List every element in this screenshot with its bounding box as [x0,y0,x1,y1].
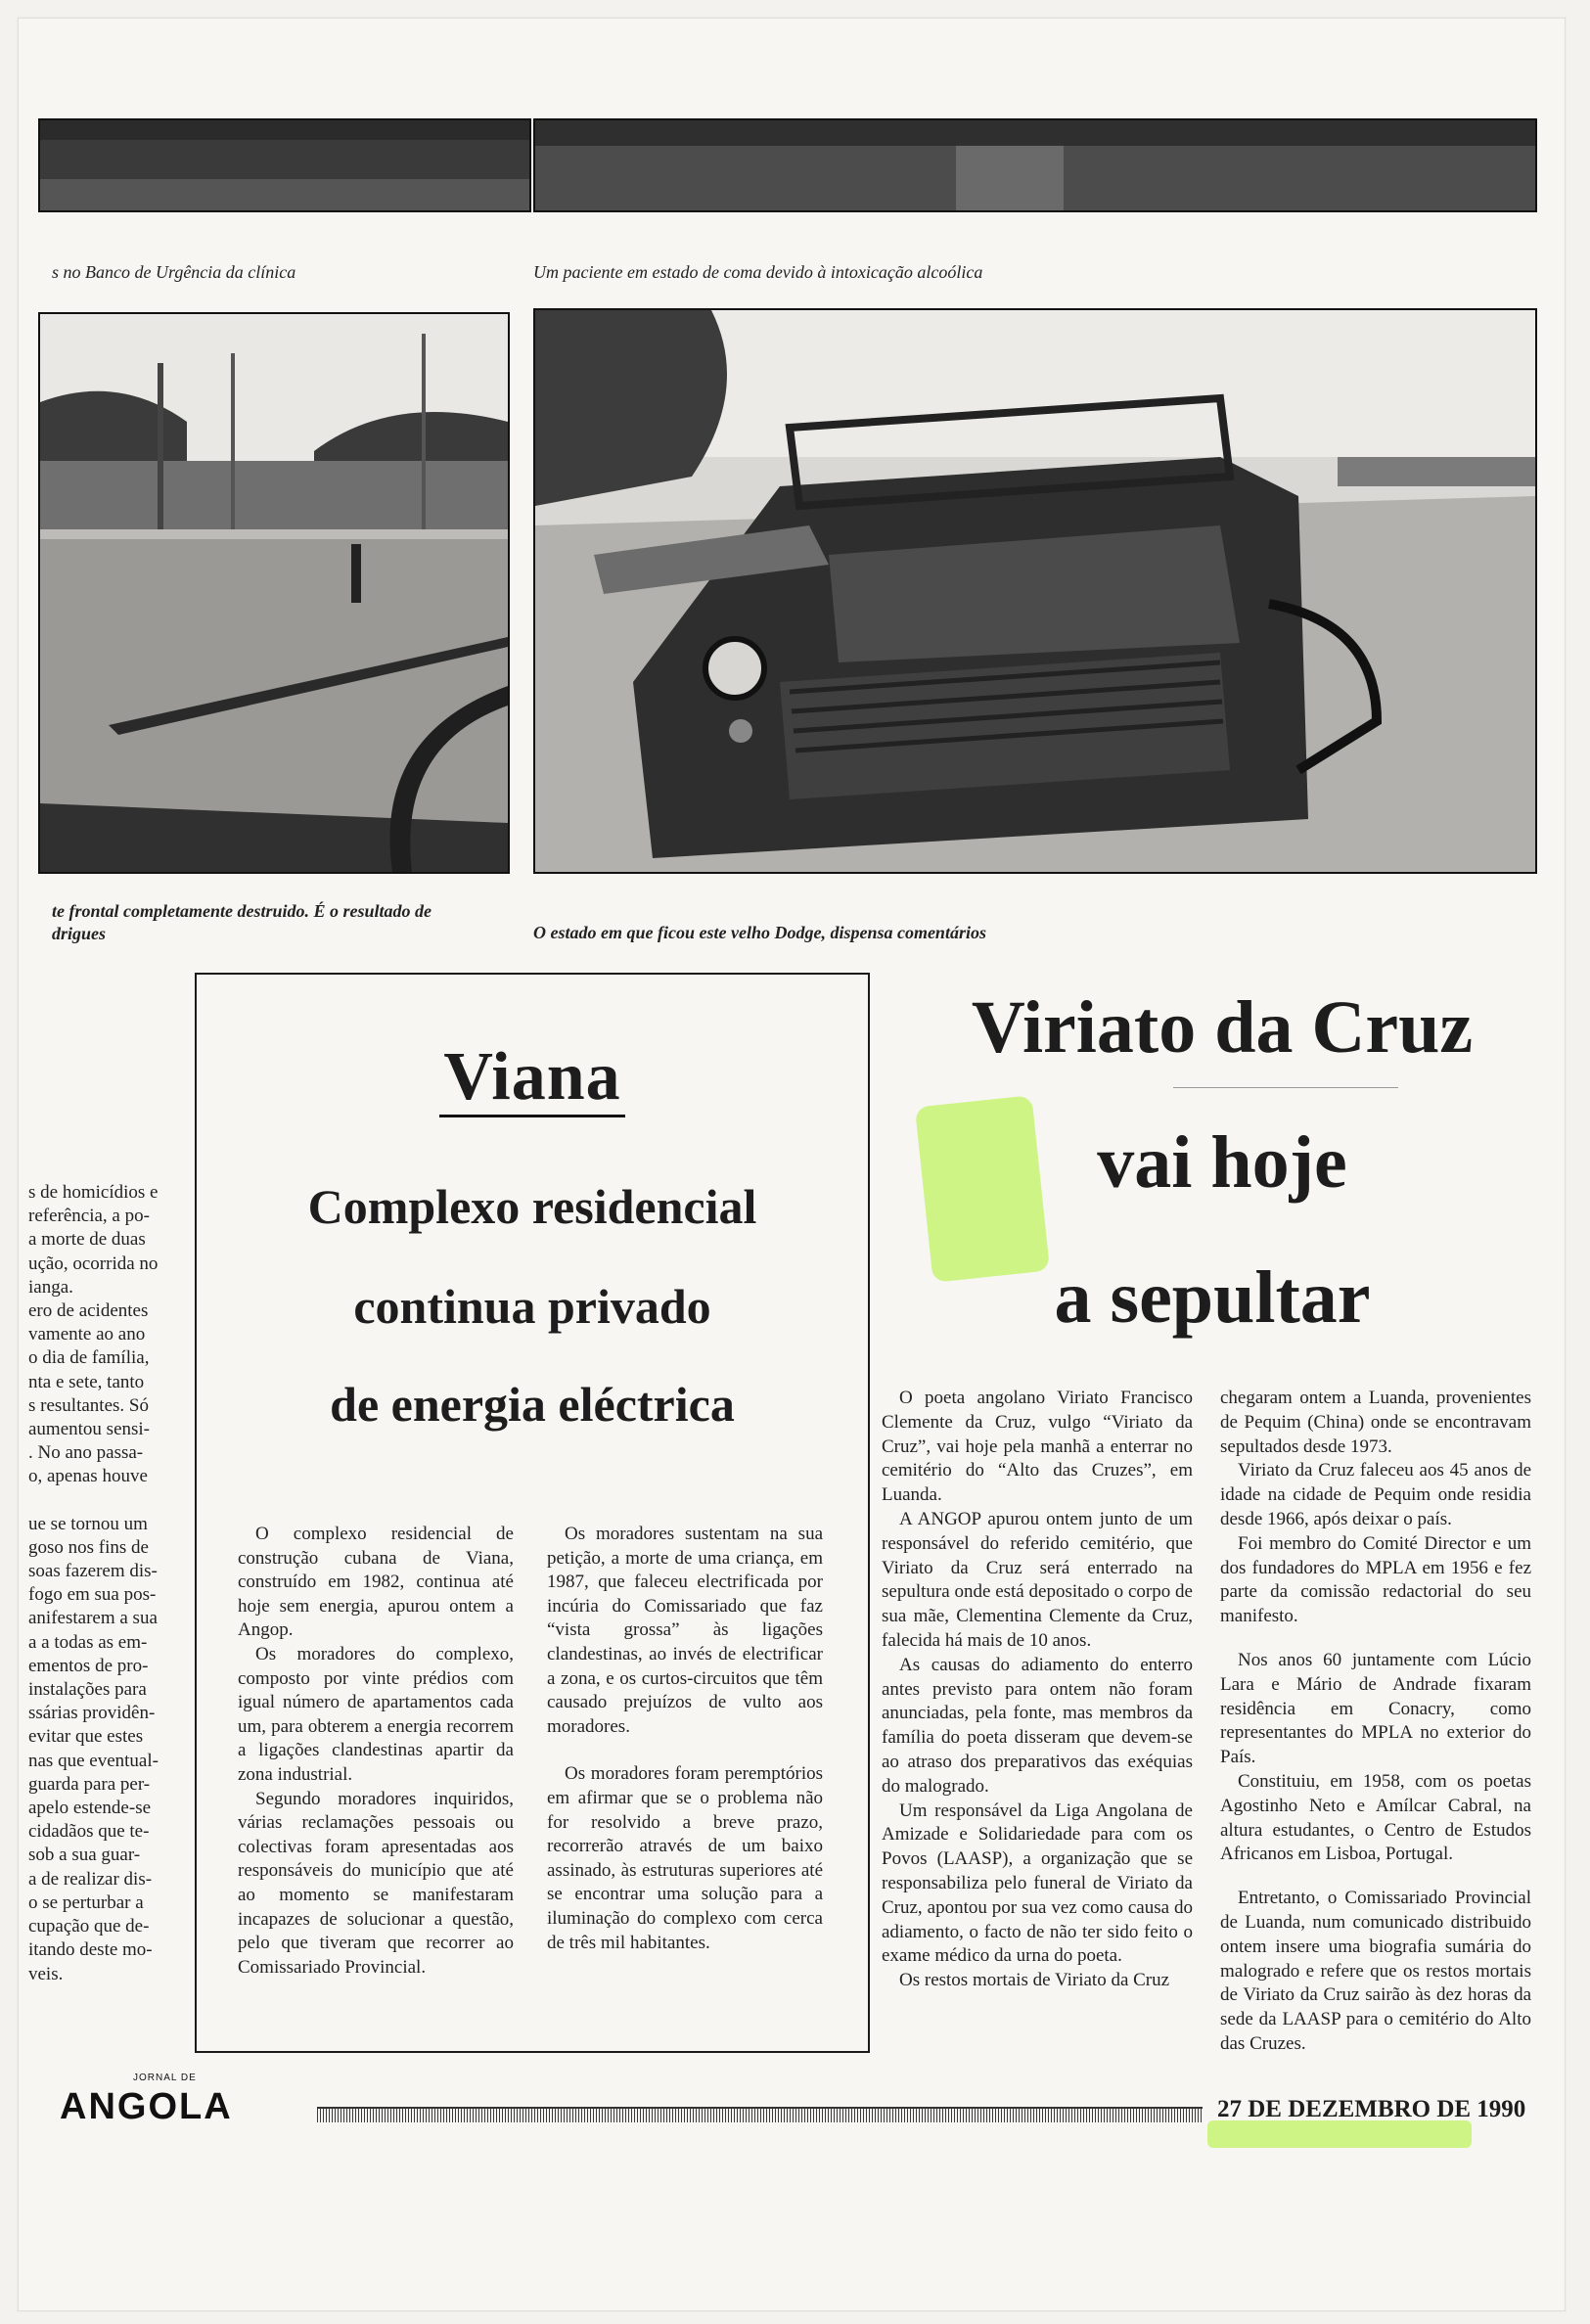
left-column-line: goso nos fins de [28,1536,149,1558]
left-column-line: a a todas as em- [28,1631,148,1653]
viana-kicker-text: Viana [439,1039,624,1117]
left-partial-column [28,1181,185,1986]
viriato-column-2 [1220,1387,1531,2057]
left-column-line: cupação que de- [28,1916,150,1937]
paragraph: O poeta angolano Viriato Francisco Clemente da Cruz, vulgo “Viriato da Cruz”, vai hoje pela manhã a enterrar no cemitério do “Alto das Cruzes”, em Luanda. [882,1388,1193,1506]
paragraph: Viriato da Cruz faleceu aos 45 anos de idade na cidade de Pequim onde residia desde 1966, após deixar o país. [1220,1460,1531,1529]
paragraph: A ANGOP apurou ontem junto de um responsável do referido cemitério, que Viriato da Cruz será enterrado na sepultura onde está depositado o corpo de sua mãe, Clementina Clemente da Cruz, falecida há mais de 10 anos. [882,1508,1193,1651]
left-column-line: sob a sua guar- [28,1845,141,1866]
left-column-line: a de realizar dis- [28,1868,153,1890]
left-column-line: fogo em sua pos- [28,1584,157,1606]
left-column-line: a morte de duas [28,1229,146,1251]
photo-top-right-strip [533,118,1537,212]
viana-article-box [195,973,870,2053]
paragraph: Nos anos 60 juntamente com Lúcio Lara e Mário de Andrade fixaram residência em Conacry, como representantes do MPLA no exterior do País. [1220,1649,1531,1768]
caption-mid-left-1: te frontal completamente destruido. É o resultado de [52,901,432,921]
paragraph: Os moradores do complexo, composto por vinte prédios com igual número de apartamentos cada um, para obterem a energia recorrem a ligações clandestinas apartir da zona industrial. [238,1643,514,1785]
viana-headline-line-1: Complexo residencial [307,1179,757,1234]
paragraph: Foi membro do Comité Director e um dos fundadores do MPLA em 1956 e fez parte da comissão redactorial do seu manifesto. [1220,1532,1531,1627]
paragraph: Os moradores sustentam na sua petição, a morte de uma criança, em 1987, que faleceu electrificada por incúria do Comissariado que faz “vista grossa” às ligações clandestinas, ao invés de electrificar a zona, e os curtos-circuitos que têm causado prejuízos de vulto aos moradores. [547,1524,823,1737]
viriato-headline-line-1: Viriato da Cruz [971,986,1474,1069]
photo-street-scene [38,312,510,874]
paragraph: Constituiu, em 1958, com os poetas Agostinho Neto e Amílcar Cabral, na altura estudantes, o Centro de Estudos Africanos em Lisboa, Portugal. [1220,1770,1531,1865]
viana-column-1 [238,1523,514,1980]
left-column-line: ução, ocorrida no [28,1253,159,1274]
paragraph: Os restos mortais de Viriato da Cruz [899,1970,1170,1991]
left-column-line: itando deste mo- [28,1939,153,1961]
left-column-line: ue se tornou um [28,1513,148,1534]
headline-underline [1173,1087,1398,1088]
paragraph: Entretanto, o Comissariado Provincial de Luanda, num comunicado distribuido ontem insere uma biografia sumária do malogrado e refere que os restos mortais de Viriato da Cruz sairão às dez horas da sede da LAASP para o cemitério do Alto das Cruzes. [1220,1888,1531,2054]
left-column-line: anifestarem a sua [28,1608,158,1629]
left-column-line: cidadãos que te- [28,1821,150,1843]
left-column-line: o dia de família, [28,1347,150,1369]
date-highlighter-mark [1207,2120,1472,2148]
left-column-line: ero de acidentes [28,1300,149,1322]
logo-small-text: JORNAL DE [133,2073,197,2083]
caption-mid-left-2: drigues [52,924,107,943]
left-column-line: veis. [28,1963,64,1984]
caption-top-left: s no Banco de Urgência da clínica [52,262,296,282]
left-column-line [28,1489,185,1513]
left-column-line: soas fazerem dis- [28,1561,158,1582]
left-column-line: evitar que estes [28,1726,144,1748]
paragraph: Segundo moradores inquiridos, várias reclamações pessoais ou colectivas foram apresentadas aos responsáveis do município que até ao momento se manifestaram incapazes de solucionar a questão, pelo que tiveram que recorrer ao Comissariado Provincial. [238,1788,514,1978]
photo-wrecked-dodge-truck [533,308,1537,874]
jornal-de-angola-logo [60,2073,233,2128]
newspaper-clipping [18,18,1566,2311]
paragraph: Os moradores foram peremptórios em afirmar que se o problema não for resolvido a breve prazo, recorrerão através de um baixo assinado, às estruturas superiores até se encontrar uma solução para a iluminação do complexo com cerca de três mil habitantes. [547,1763,823,1953]
caption-mid-right: O estado em que ficou este velho Dodge, dispensa comentários [533,923,986,942]
left-column-line: nas que eventual- [28,1750,159,1771]
paragraph: chegaram ontem a Luanda, provenientes de Pequim (China) onde se encontravam sepultados desde 1973. [1220,1388,1531,1457]
paragraph: As causas do adiamento do enterro antes previsto para ontem não foram anunciadas, pela fonte, mas membros da família do poeta disseram que devem-se ao atraso dos preparativos das exéquias do malogrado. [882,1654,1193,1797]
left-column-line: o, apenas houve [28,1466,148,1487]
publication-date: 27 DE DEZEMBRO DE 1990 [1217,2096,1526,2122]
viriato-headline-line-3: a sepultar [1054,1256,1371,1339]
viana-headline-line-3: de energia eléctrica [330,1377,735,1432]
left-column-line: instalações para [28,1679,147,1701]
viriato-headline-line-2: vai hoje [1097,1121,1347,1204]
left-column-line: vamente ao ano [28,1324,146,1345]
viriato-column-1 [882,1387,1193,1993]
left-column-line: s de homicídios e [28,1182,159,1203]
photo-top-left-strip [38,118,531,212]
left-column-line: apelo estende-se [28,1798,152,1819]
left-column-line: aumentou sensi- [28,1419,151,1440]
left-column-line: . No ano passa- [28,1442,144,1464]
paragraph: O complexo residencial de construção cubana de Viana, construído em 1982, continua até hoje sem energia, apurou ontem a Angop. [238,1524,514,1641]
viana-kicker [197,1038,868,1116]
viana-headline-line-2: continua privado [353,1279,711,1334]
paragraph: Um responsável da Liga Angolana de Amizade e Solidariedade para com os Povos (LAASP), a organização que se responsabiliza pelo funeral de Viriato da Cruz, apontou por sua vez como causa do adiamento, o facto de não ter sido feito o exame médico da urna do poeta. [882,1800,1193,1967]
left-column-line: guarda para per- [28,1773,151,1795]
left-column-line: s resultantes. Só [28,1394,149,1416]
left-column-line: nta e sete, tanto [28,1371,145,1392]
footer-rule [317,2107,1203,2122]
viana-column-2 [547,1523,823,1955]
left-column-line: referência, a po- [28,1206,150,1227]
left-column-line: o se perturbar a [28,1891,144,1913]
left-column-line: ssárias providên- [28,1703,156,1724]
left-column-line: ianga. [28,1276,73,1298]
caption-top-right: Um paciente em estado de coma devido à intoxicação alcoólica [533,262,983,282]
logo-text: ANGOLA [60,2086,233,2127]
left-column-line: ementos de pro- [28,1655,149,1676]
